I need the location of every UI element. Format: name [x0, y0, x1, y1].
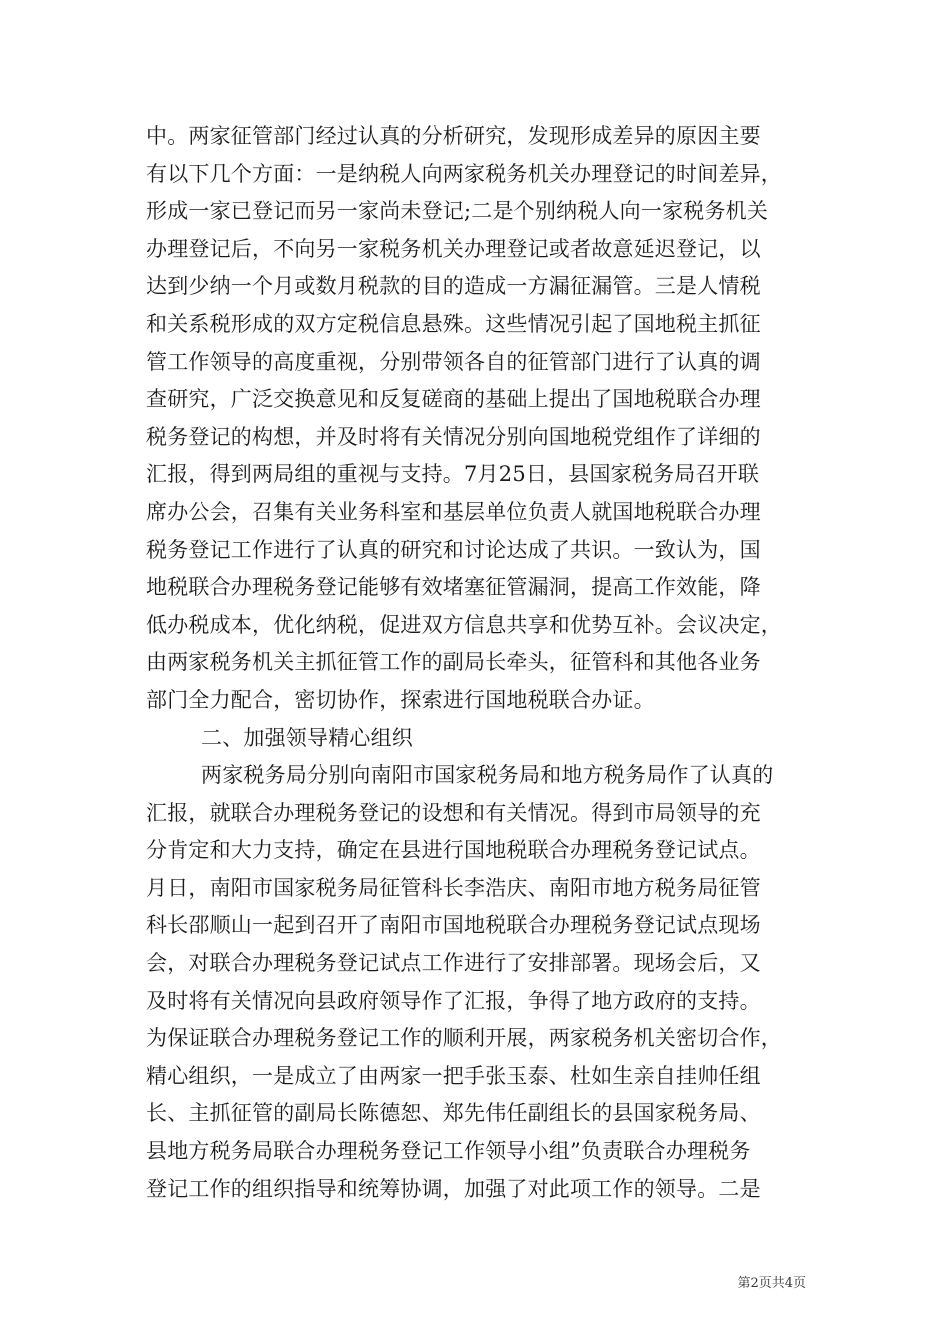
text-line: 为保证联合办理税务登记工作的顺利开展，两家税务机关密切合作，	[146, 1026, 782, 1051]
text-line: 查研究，广泛交换意见和反复磋商的基础上提出了国地税联合办理	[146, 387, 761, 412]
text-line: 长、主抓征管的副局长陈德恕、郑先伟任副组长的县国家税务局、	[146, 1101, 761, 1126]
text-line: 县地方税务局联合办理税务登记工作领导小组”负责联合办理税务	[146, 1139, 751, 1164]
text-line: 月日，南阳市国家税务局征管科长李浩庆、南阳市地方税务局征管	[146, 875, 761, 900]
text-line: 精心组织，一是成立了由两家一把手张玉泰、杜如生亲自挂帅任组	[146, 1063, 761, 1088]
body-text	[146, 118, 806, 1208]
text-line: 科长邵顺山一起到召开了南阳市国地税联合办理税务登记试点现场	[146, 913, 761, 938]
text-line: 分肯定和大力支持，确定在县进行国地税联合办理税务登记试点。	[146, 838, 761, 863]
text-line: 汇报，就联合办理税务登记的设想和有关情况。得到市局领导的充	[146, 800, 761, 825]
text-line: 会，对联合办理税务登记试点工作进行了安排部署。现场会后，又	[146, 951, 761, 976]
text-line: 低办税成本，优化纳税，促进双方信息共享和优势互补。会议决定，	[146, 612, 782, 637]
text-line: 地税联合办理税务登记能够有效堵塞征管漏洞，提高工作效能，降	[146, 575, 761, 600]
page-number: 第2页共4页	[737, 1276, 806, 1291]
text-line: 达到少纳一个月或数月税款的目的造成一方漏征漏管。三是人情税	[146, 274, 761, 299]
text-line: 税务登记的构想，并及时将有关情况分别向国地税党组作了详细的	[146, 424, 761, 449]
section-heading: 二、加强领导精心组织	[146, 725, 414, 750]
text-line: 及时将有关情况向县政府领导作了汇报，争得了地方政府的支持。	[146, 988, 761, 1013]
text-line: 席办公会，召集有关业务科室和基层单位负责人就国地税联合办理	[146, 499, 761, 524]
text-line: 税务登记工作进行了认真的研究和讨论达成了共识。一致认为，国	[146, 537, 761, 562]
text-line: 中。两家征管部门经过认真的分析研究，发现形成差异的原因主要	[146, 124, 761, 148]
text-line: 部门全力配合，密切协作，探索进行国地税联合办证。	[146, 687, 655, 712]
text-line: 两家税务局分别向南阳市国家税务局和地方税务局作了认真的	[146, 763, 774, 788]
text-line: 有以下几个方面：一是纳税人向两家税务机关办理登记的时间差异，	[146, 161, 782, 186]
text-line: 管工作领导的高度重视，分别带领各自的征管部门进行了认真的调	[146, 349, 761, 374]
text-line: 形成一家已登记而另一家尚未登记;二是个别纳税人向一家税务机关	[146, 199, 769, 224]
text-line: 由两家税务机关主抓征管工作的副局长牵头，征管科和其他各业务	[146, 650, 761, 675]
text-line: 汇报，得到两局组的重视与支持。7月25日，县国家税务局召开联	[146, 462, 760, 487]
text-line: 登记工作的组织指导和统筹协调，加强了对此项工作的领导。二是	[146, 1176, 761, 1201]
text-line: 和关系税形成的双方定税信息悬殊。这些情况引起了国地税主抓征	[146, 311, 761, 336]
text-line: 办理登记后，不向另一家税务机关办理登记或者故意延迟登记，以	[146, 236, 761, 261]
